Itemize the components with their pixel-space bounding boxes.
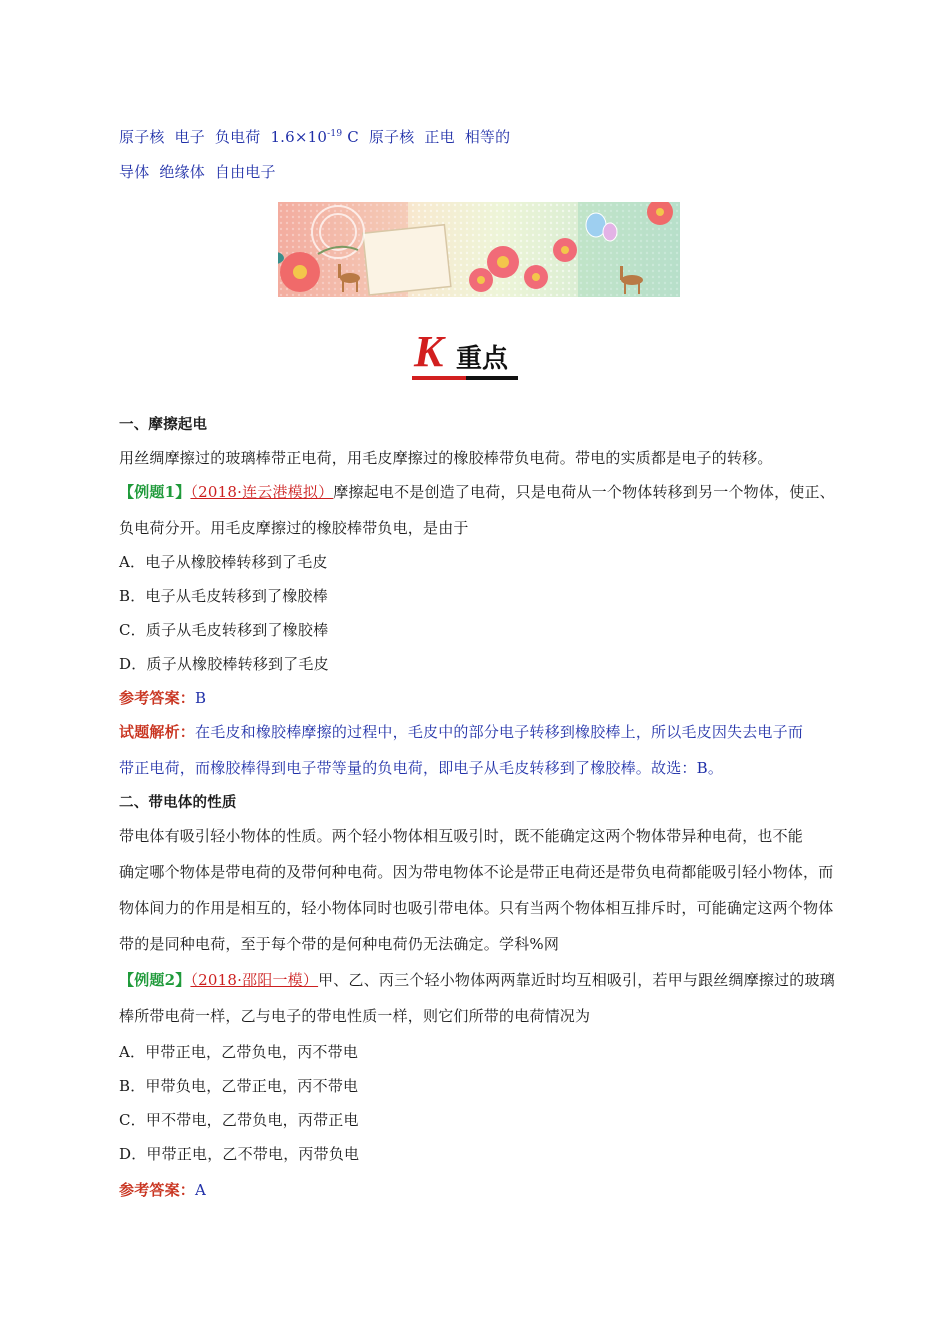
answer-word: 正电	[424, 128, 455, 146]
analysis-label: 试题解析：	[119, 723, 196, 741]
example-1-option-b: B．电子从毛皮转移到了橡胶棒	[119, 587, 328, 605]
decorative-banner	[278, 202, 680, 297]
section-1-title: 一、摩擦起电	[119, 417, 208, 433]
example-tag: 【例题1】	[119, 483, 191, 501]
example-1-line-2: 负电荷分开。用毛皮摩擦过的橡胶棒带负电，是由于	[119, 519, 469, 537]
answer-value: B	[195, 689, 207, 707]
answer-word: 相等的	[464, 128, 511, 146]
heading-underline-black	[466, 376, 518, 380]
section-2-body-line: 确定哪个物体是带电荷的及带何种电荷。因为带电物体不论是带正电荷还是带负电荷都能吸引轻小物体，而	[119, 863, 834, 881]
example-1-line-1	[119, 481, 835, 502]
example-source: （2018·邵阳一模）	[190, 971, 319, 989]
example-2-option-a: A．甲带正电，乙带负电，丙不带电	[119, 1043, 359, 1061]
section-2-body-line: 带电体有吸引轻小物体的性质。两个轻小物体相互吸引时，既不能确定这两个物体带异种电荷，也不能	[119, 827, 804, 845]
answer-label: 参考答案：	[119, 1181, 196, 1199]
section-2-title: 二、带电体的性质	[119, 795, 237, 811]
heading-underline-red	[412, 376, 466, 380]
answer-word: 自由电子	[214, 163, 276, 181]
banner-illustration	[278, 202, 680, 297]
answer-value: 1.6×10	[270, 128, 328, 146]
analysis-text: 在毛皮和橡胶棒摩擦的过程中，毛皮中的部分电子转移到橡胶棒上，所以毛皮因失去电子而	[195, 723, 804, 741]
heading-text: 重点	[456, 344, 509, 374]
section-1-body: 用丝绸摩擦过的玻璃棒带正电荷，用毛皮摩擦过的橡胶棒带负电荷。带电的实质都是电子的转移。	[119, 449, 773, 467]
heading-letter: K	[414, 327, 444, 376]
example-2-option-b: B．甲带负电，乙带正电，丙不带电	[119, 1077, 359, 1095]
answer-word: 电子	[174, 128, 205, 146]
example-1-option-a: A．电子从橡胶棒转移到了毛皮	[119, 553, 328, 571]
answer-word: 导体	[119, 163, 150, 181]
example-2-option-c: C．甲不带电，乙带负电，丙带正电	[119, 1111, 359, 1129]
section-2-body-line: 物体间力的作用是相互的，轻小物体同时也吸引带电体。只有当两个物体相互排斥时，可能确定这两个物体	[119, 899, 834, 917]
answer-exponent: -19	[327, 129, 343, 139]
example-text: 甲、乙、丙三个轻小物体两两靠近时均互相吸引，若甲与跟丝绸摩擦过的玻璃	[318, 971, 835, 989]
example-1-analysis-line-1	[119, 721, 803, 742]
example-2-option-d: D．甲带正电，乙不带电，丙带负电	[119, 1145, 360, 1163]
answer-value: A	[195, 1181, 207, 1199]
example-tag: 【例题2】	[119, 971, 191, 989]
example-2-line-1	[119, 969, 835, 990]
example-source: （2018·连云港模拟）	[190, 483, 334, 501]
flower-icon	[280, 252, 320, 292]
example-1-analysis-line-2: 带正电荷，而橡胶棒得到电子带等量的负电荷，即电子从毛皮转移到了橡胶棒。故选：B。	[119, 759, 724, 777]
answer-label: 参考答案：	[119, 689, 196, 707]
answer-line-2	[119, 161, 276, 182]
answer-word: 负电荷	[214, 128, 261, 146]
answer-word: 原子核	[368, 128, 415, 146]
example-1-option-c: C．质子从毛皮转移到了橡胶棒	[119, 621, 329, 639]
example-2-line-2: 棒所带电荷一样，乙与电子的带电性质一样，则它们所带的电荷情况为	[119, 1007, 591, 1025]
answer-unit: C	[342, 128, 359, 146]
example-text: 摩擦起电不是创造了电荷，只是电荷从一个物体转移到另一个物体，使正、	[333, 483, 835, 501]
answer-line-1	[119, 126, 510, 147]
answer-word: 原子核	[119, 128, 165, 146]
example-1-answer	[119, 687, 206, 708]
section-2-body-line: 带的是同种电荷，至于每个带的是何种电荷仍无法确定。学科%网	[119, 935, 560, 953]
answer-word: 绝缘体	[159, 163, 205, 181]
section-heading	[412, 327, 522, 382]
example-1-option-d: D．质子从橡胶棒转移到了毛皮	[119, 655, 329, 673]
example-2-answer	[119, 1179, 206, 1200]
